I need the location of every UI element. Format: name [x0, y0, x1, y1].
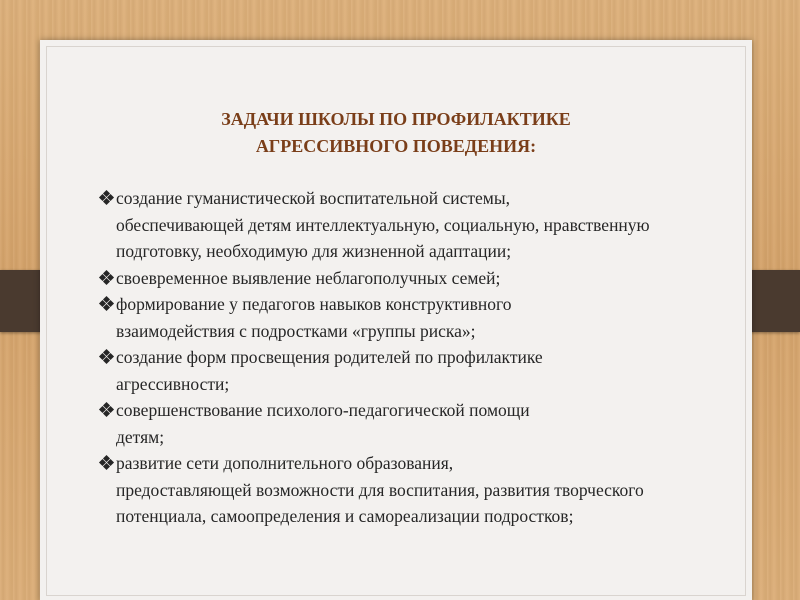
item-text-first: развитие сети дополнительного образования,	[116, 453, 454, 473]
diamond-bullet-icon	[100, 191, 114, 205]
item-text-rest: обеспечивающей детям интеллектуальную, социальную, нравственную подготовку, необходимую для жизненной адаптации;	[116, 214, 650, 261]
diamond-bullet-icon	[100, 297, 114, 311]
task-list	[94, 185, 714, 530]
list-item	[94, 291, 714, 344]
title-line-1: ЗАДАЧИ ШКОЛЫ ПО ПРОФИЛАКТИКЕ	[221, 109, 571, 129]
list-item	[94, 450, 714, 530]
diamond-bullet-icon	[100, 456, 114, 470]
slide-card	[40, 40, 752, 600]
diamond-bullet-icon	[100, 350, 114, 364]
list-item	[94, 185, 714, 265]
item-text-first: совершенствование психолого-педагогической помощи	[116, 400, 530, 420]
diamond-bullet-icon	[100, 403, 114, 417]
list-item	[94, 265, 714, 292]
list-item	[94, 397, 714, 450]
item-text-rest: предоставляющей возможности для воспитания, развития творческого потенциала, самоопределения и самореализации подростков;	[116, 479, 644, 526]
item-text-first: своевременное выявление неблагополучных семей;	[116, 267, 501, 288]
item-text-first: формирование у педагогов навыков конструктивного	[116, 294, 512, 314]
item-text-first: создание форм просвещения родителей по профилактике	[116, 347, 543, 367]
title-line-2: АГРЕССИВНОГО ПОВЕДЕНИЯ:	[255, 136, 537, 156]
list-item	[94, 344, 714, 397]
diamond-bullet-icon	[100, 271, 114, 285]
slide-title	[40, 106, 752, 160]
item-text-rest: детям;	[116, 426, 165, 447]
item-text-rest: взаимодействия с подростками «группы риска»;	[116, 320, 476, 341]
item-text-first: создание гуманистической воспитательной системы,	[116, 188, 510, 208]
item-text-rest: агрессивности;	[116, 373, 230, 394]
